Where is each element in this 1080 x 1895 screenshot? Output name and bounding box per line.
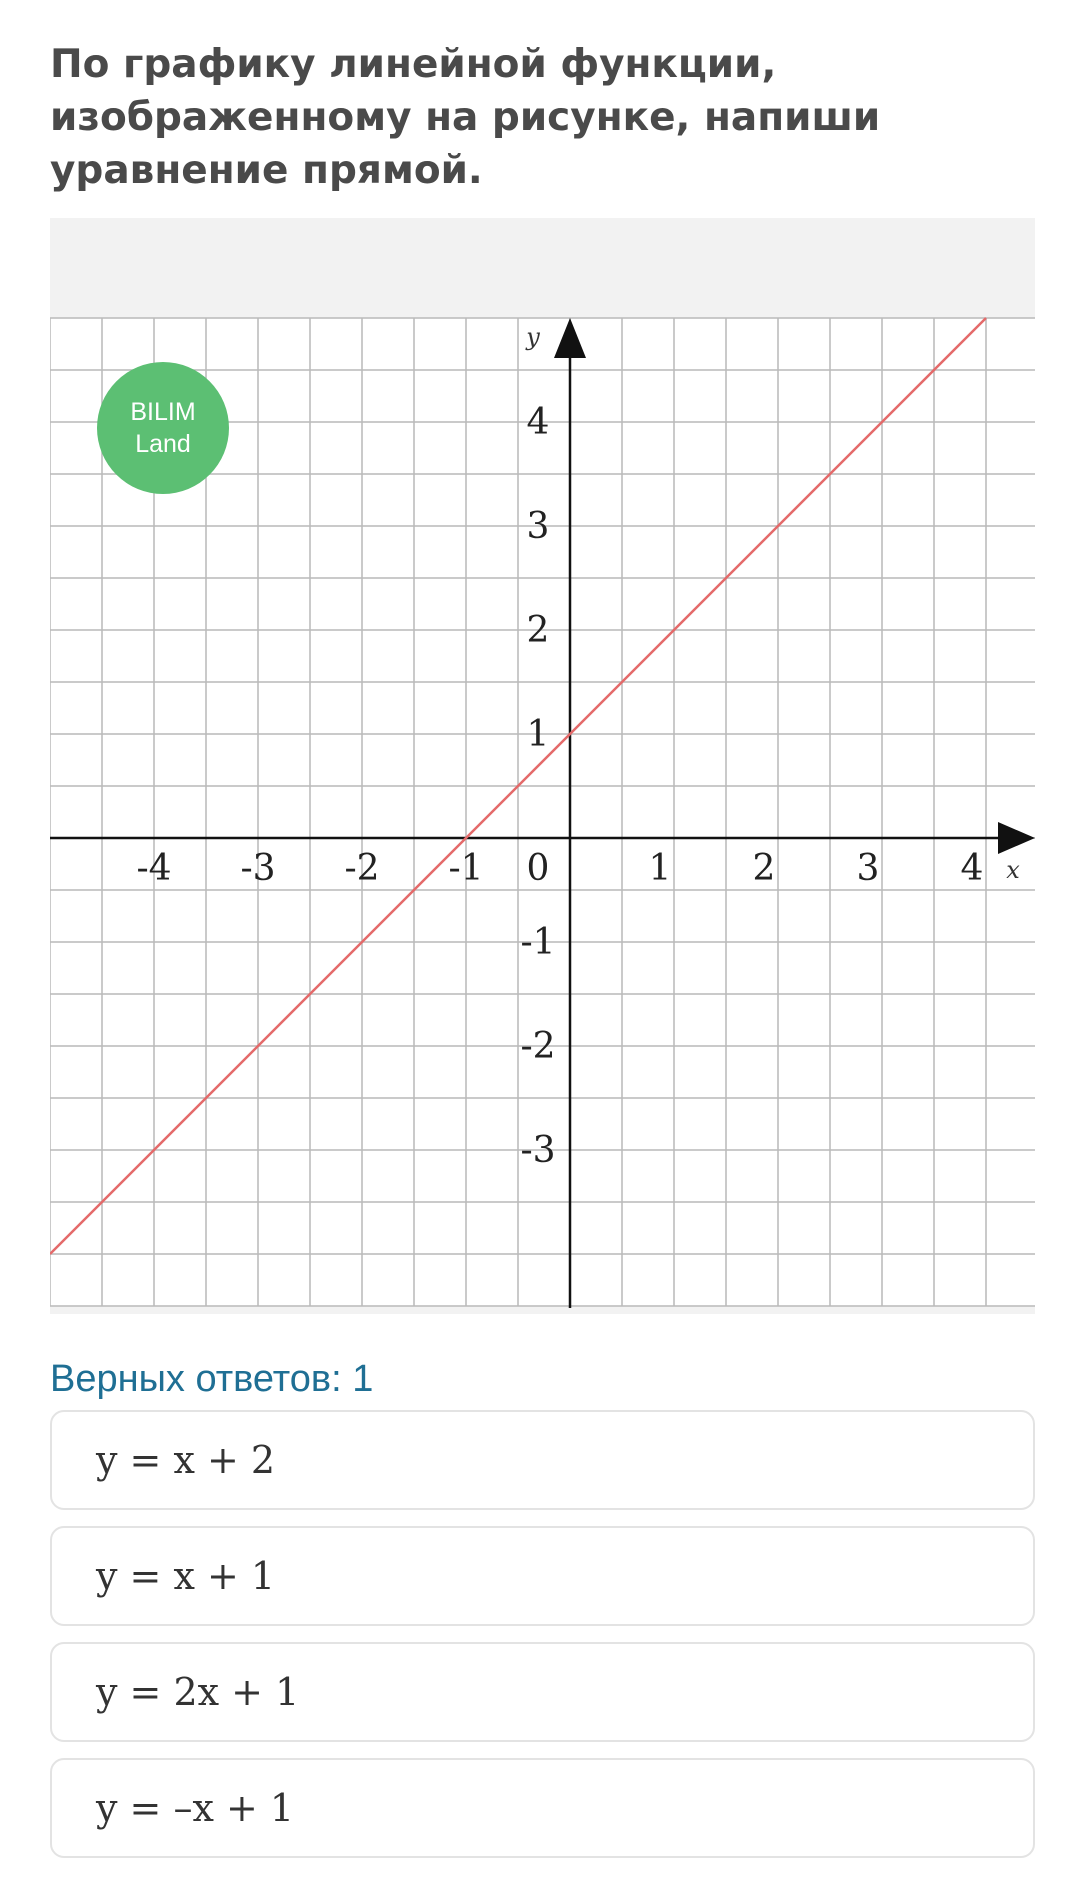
x-tick-label: 2: [752, 848, 776, 889]
correct-answers-count: Верных ответов: 1: [50, 1358, 374, 1400]
x-tick-label: -1: [448, 848, 484, 889]
y-tick-label: -1: [520, 922, 556, 963]
question-text: По графику линейной функции, изображенному на рисунке, напиши уравнение прямой.: [50, 42, 881, 193]
x-axis-label: x: [1006, 856, 1020, 884]
graph-figure: [50, 218, 1035, 1314]
logo-text-line2: Land: [135, 430, 191, 458]
answer-option-2[interactable]: y = x + 1: [50, 1526, 1035, 1626]
answer-option-1[interactable]: y = x + 2: [50, 1410, 1035, 1510]
y-tick-label: 2: [526, 610, 550, 651]
y-tick-label: -2: [520, 1026, 556, 1067]
y-axis-label: y: [526, 323, 540, 351]
x-tick-label: 3: [856, 848, 880, 889]
x-tick-label: -3: [240, 848, 276, 889]
answer-options: [50, 1410, 1035, 1874]
logo-text-line1: BILIM: [130, 398, 196, 426]
x-tick-label: -2: [344, 848, 380, 889]
bilimland-logo: [97, 362, 229, 494]
x-tick-label: 0: [526, 848, 550, 889]
answer-option-4[interactable]: y = –x + 1: [50, 1758, 1035, 1858]
x-tick-label: -4: [136, 848, 172, 889]
coordinate-plane: [50, 218, 1035, 1314]
x-tick-label: 4: [960, 848, 984, 889]
answer-option-3[interactable]: y = 2x + 1: [50, 1642, 1035, 1742]
y-tick-label: 4: [526, 402, 550, 443]
x-tick-label: 1: [648, 848, 672, 889]
y-tick-label: -3: [520, 1130, 556, 1171]
y-tick-label: 1: [526, 714, 550, 755]
y-tick-label: 3: [526, 506, 550, 547]
